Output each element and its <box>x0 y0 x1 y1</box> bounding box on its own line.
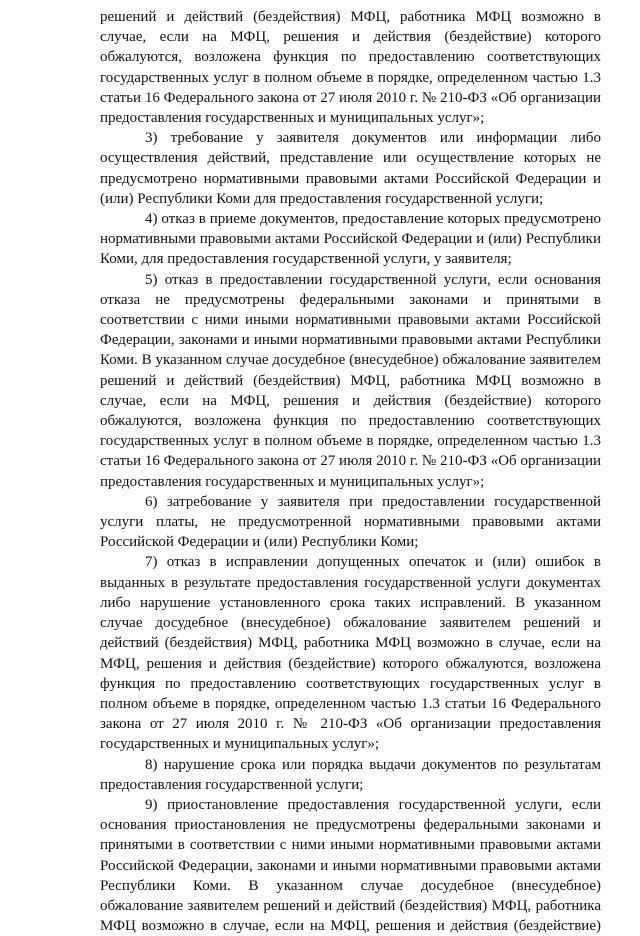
paragraph-item-8: 8) нарушение срока или порядка выдачи документов по результатам предоставления государственной услуги; <box>100 756 601 793</box>
document-page <box>100 0 601 935</box>
paragraph-item-5: 5) отказ в предоставлении государственной услуги, если основания отказа не предусмотрены федеральными законами и принятыми в соответствии с ними иными нормативными правовыми актами Российской Федерации, законами и иными нормативными правовыми актами Республики Коми. В указанном случае досудебное (внесудебное) обжалование заявителем решений и действий (бездействия) МФЦ, работника МФЦ возможно в случае, если на МФЦ, решения и действия (бездействие) которого обжалуются, возложена функция по предоставлению соответствующих государственных услуг в полном объеме в порядке, определенном частью 1.3 статьи 16 Федерального закона от 27 июля 2010 г. № 210-ФЗ «Об организации предоставления государственных и муниципальных услуг»; <box>100 271 601 490</box>
paragraph-item-9: 9) приостановление предоставления государственной услуги, если основания приостановления не предусмотрены федеральными законами и принятыми в соответствии с ними иными нормативными правовыми актами Российской Федерации, законами и иными нормативными правовыми актами Республики Коми. В указанном случае досудебное (внесудебное) обжалование заявителем решений и действий (бездействия) МФЦ, работника МФЦ возможно в случае, если на МФЦ, решения и действия (бездействие) <box>100 796 601 935</box>
paragraph-item-4: 4) отказ в приеме документов, предоставление которых предусмотрено нормативными правовыми актами Российской Федерации и (или) Республики Коми, для предоставления государственной услуги, у заявителя; <box>100 211 601 268</box>
paragraph-continuation: решений и действий (бездействия) МФЦ, работника МФЦ возможно в случае, если на МФЦ, решения и действия (бездействие) которого обжалуются, возложена функция по предоставлению соответствующих государственных услуг в полном объеме в порядке, определенном частью 1.3 статьи 16 Федерального закона от 27 июля 2010 г. № 210-ФЗ «Об организации предоставления государственных и муниципальных услуг»; <box>100 9 601 127</box>
paragraph-item-6: 6) затребование у заявителя при предоставлении государственной услуги платы, не предусмотренной нормативными правовыми актами Российской Федерации и (или) Республики Коми; <box>100 493 601 551</box>
paragraph-item-7: 7) отказ в исправлении допущенных опечаток и (или) ошибок в выданных в результате предоставления государственной услуги документах либо нарушение установленного срока таких исправлений. В указанном случае досудебное (внесудебное) обжалование заявителем решений и действий (бездействия) МФЦ, работника МФЦ возможно в случае, если на МФЦ, решения и действия (бездействие) которого обжалуются, возложена функция по предоставлению соответствующих государственных услуг в полном объеме в порядке, определенном частью 1.3 статьи 16 Федерального закона от 27 июля 2010 г. № 210-ФЗ «Об организации предоставления государственных и муниципальных услуг»; <box>100 554 601 753</box>
paragraph-item-3: 3) требование у заявителя документов или информации либо осуществления действий, представление или осуществление которых не предусмотрено нормативными правовыми актами Российской Федерации и (или) Республики Коми для предоставления государственной услуги; <box>100 130 601 207</box>
